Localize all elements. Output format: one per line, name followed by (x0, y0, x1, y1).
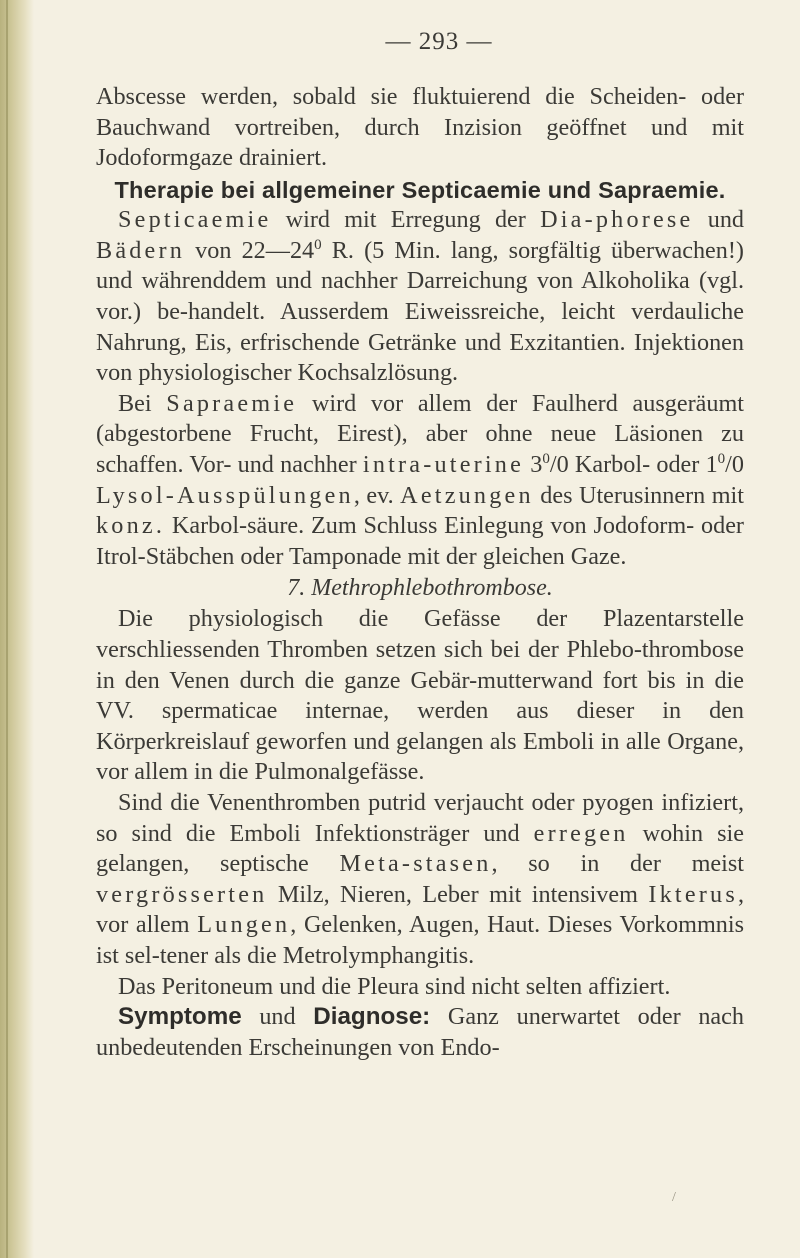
text-run: Karbol-säure. Zum Schluss Einlegung von Jodoform- oder Itrol-Stäbchen oder Tamponade mit der gleichen Gaze. (96, 512, 744, 570)
margin-pencil-mark: / (672, 1190, 676, 1205)
paragraph-septicaemie (96, 205, 744, 389)
text-run: , ev. (353, 481, 401, 509)
subheading-methrophlebothrombose: 7. Methrophlebothrombose. (287, 575, 553, 602)
text-run: Bei (118, 389, 167, 417)
page-content (96, 28, 744, 1063)
paragraph-sapraemie (96, 389, 744, 573)
text-run: von 22—24 (185, 236, 315, 264)
paragraph-abscesse: Abscesse werden, sobald sie fluktuierend die Scheiden- oder Bauchwand vortreiben, durch Inzision geöffnet und mit Jodoformgaze drainiert. (96, 83, 744, 172)
text-run: und (241, 1003, 314, 1031)
text-run: und (693, 206, 745, 234)
term-diaphorese: Dia-phorese (540, 206, 694, 234)
text-run: , so in der meist (491, 850, 745, 878)
paragraph-phlebothrombose: Die physiologisch die Gefässe der Plazentarstelle verschliessenden Thromben setzen sich bei der Phlebo-thrombose in den Venen durch die ganze Gebär-mutterwand fort bis in die VV. spermaticae internae, werden aus dieser in den Körperkreislauf geworfen und gelangen als Emboli in alle Organe, vor allem in die Pulmonalgefässe. (96, 605, 744, 786)
page-number: — 293 — (385, 28, 493, 55)
term-septicaemie: Septicaemie (118, 206, 272, 234)
text-run: , vor allem (96, 880, 744, 939)
term-erregen: erregen (533, 819, 629, 847)
text-run: 3 (524, 451, 543, 479)
term-konz: konz. (96, 512, 166, 540)
paragraph-venenthromben (96, 788, 744, 972)
text-run: Sind die Venenthromben putrid verjaucht oder pyogen infiziert, so sind die Emboli Infektionsträger und (96, 788, 744, 847)
text-run: wird vor allem der Faulherd ausgeräumt (abgestorbene Frucht, Eirest), aber ohne neue Läsionen zu schaffen. Vor- und nachher (96, 389, 745, 479)
term-diagnose: Diagnose: (313, 1003, 431, 1031)
term-ikterus: Ikterus (648, 880, 738, 908)
term-vergroesserten: vergrösserten (96, 880, 268, 908)
term-symptome: Symptome (118, 1003, 242, 1031)
text-run: wohin sie gelangen, septische (96, 819, 745, 878)
text-run: /0 (725, 451, 744, 479)
text-run: /0 Karbol- oder 1 (549, 451, 718, 479)
percent-superscript: 0 (717, 450, 726, 467)
term-lungen: Lungen (197, 911, 291, 939)
degree-sign: 0 (314, 236, 322, 253)
text-run: Milz, Nieren, Leber mit intensivem (267, 880, 649, 908)
text-run: , Gelenken, Augen, Haut. Dieses Vorkommnis ist sel-tener als die Metrolymphangitis. (96, 911, 744, 969)
text-run: Ganz unerwartet oder nach unbedeutenden Erscheinungen von Endo- (96, 1003, 744, 1061)
text-run: des Uterusinnern mit (533, 481, 744, 509)
percent-superscript: 0 (542, 450, 550, 467)
text-run: wird mit Erregung der (271, 206, 541, 234)
term-baedern: Bädern (96, 236, 186, 264)
spine-edge-line (6, 0, 8, 1258)
paragraph-peritoneum: Das Peritoneum und die Pleura sind nicht selten affiziert. (118, 972, 671, 1000)
term-lysol-ausspuelungen: Lysol-Ausspülungen (96, 481, 354, 509)
term-aetzungen: Aetzungen (400, 481, 534, 509)
term-metastasen: Meta-stasen (339, 850, 492, 878)
term-sapraemie: Sapraemie (166, 389, 298, 417)
paragraph-symptome (96, 1002, 744, 1063)
text-run: R. (5 Min. lang, sorgfältig überwachen!) und währenddem und nachher Darreichung von Alkoholika (vgl. vor.) be-handelt. Ausserdem Eiweissreiche, leicht verdauliche Nahrung, Eis, erfrischende Getränke und Exzitantien. Injektionen von physiologischer Kochsalzlösung. (96, 236, 744, 387)
section-heading-therapie: Therapie bei allgemeiner Septicaemie und Sapraemie. (114, 176, 726, 203)
term-intrauterine: intra-uterine (362, 451, 525, 479)
